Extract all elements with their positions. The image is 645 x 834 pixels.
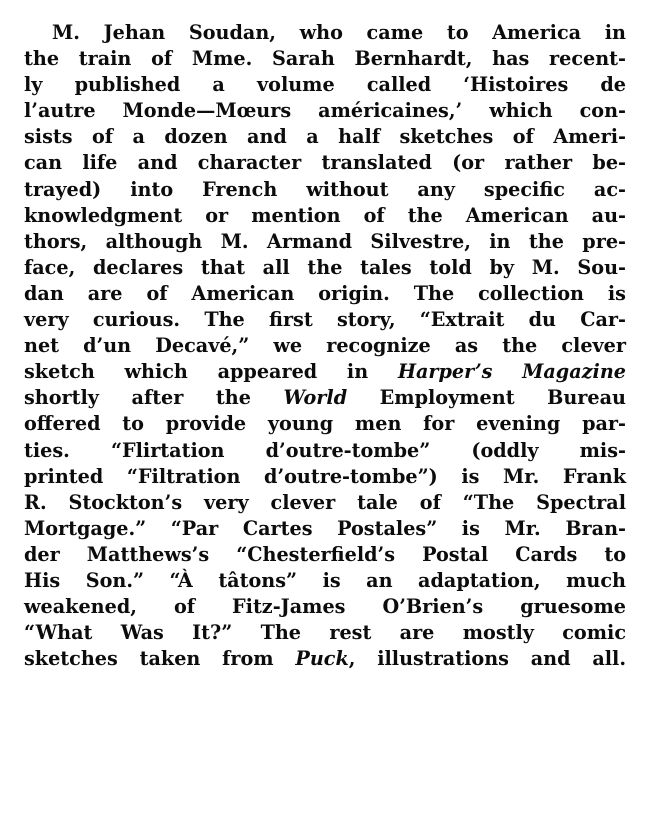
- text-line: [24, 542, 626, 568]
- text-run: “What Was It?” The rest are mostly comic: [24, 621, 626, 645]
- text-line: [24, 281, 626, 307]
- text-run: trayed) into French without any specific ac-: [24, 177, 626, 201]
- italic-title: World: [283, 386, 348, 410]
- text-line: [24, 307, 626, 333]
- text-line: [24, 255, 626, 281]
- text-run: thors, although M. Armand Silvestre, in the pre-: [24, 229, 626, 253]
- text-line: [24, 229, 626, 255]
- text-run: , illustrations and all.: [348, 647, 627, 671]
- text-run: very curious. The first story, “Extrait du Car-: [24, 308, 626, 332]
- text-run: sketches taken from: [24, 647, 296, 671]
- text-line: [24, 20, 626, 46]
- text-line: [24, 72, 626, 98]
- text-run: M. Jehan Soudan, who came to America in: [52, 21, 626, 44]
- italic-title: Puck: [295, 647, 349, 671]
- text-line: [24, 333, 626, 359]
- text-run: der Matthews’s “Chesterfield’s Postal Cards to: [24, 542, 626, 566]
- text-run: Mortgage.” “Par Cartes Postales” is Mr. Bran-: [24, 516, 626, 540]
- text-line: [24, 490, 626, 516]
- text-line: [24, 594, 626, 620]
- text-run: His Son.” “À tâtons” is an adaptation, much: [24, 568, 626, 592]
- text-run: l’autre Monde—Mœurs américaines,’ which con-: [24, 99, 626, 123]
- text-run: shortly after the: [24, 386, 284, 410]
- text-line: [24, 516, 626, 542]
- text-line: [24, 385, 626, 411]
- text-run: Employment Bureau: [347, 386, 626, 410]
- text-line: [24, 177, 626, 203]
- text-line: [24, 411, 626, 437]
- text-line: [24, 464, 626, 490]
- text-run: net d’un Decavé,” we recognize as the clever: [24, 334, 626, 358]
- text-run: weakened, of Fitz-James O’Brien’s gruesome: [24, 595, 626, 619]
- text-line: [24, 46, 626, 72]
- text-run: knowledgment or mention of the American au-: [24, 203, 626, 227]
- text-line: [24, 359, 626, 385]
- text-run: sketch which appeared in: [24, 360, 398, 384]
- text-run: printed “Filtration d’outre-tombe”) is Mr. Frank: [24, 464, 626, 488]
- text-run: can life and character translated (or rather be-: [24, 151, 626, 175]
- text-run: dan are of American origin. The collection is: [24, 281, 626, 305]
- text-run: face, declares that all the tales told by M. Sou-: [24, 255, 626, 279]
- text-run: sists of a dozen and a half sketches of Ameri-: [24, 125, 626, 149]
- text-line: [24, 646, 626, 672]
- article-paragraph: [24, 20, 626, 672]
- text-run: ly published a volume called ‘Histoires de: [24, 73, 626, 97]
- text-run: offered to provide young men for evening par-: [24, 412, 626, 436]
- italic-title: Harper’s Magazine: [397, 360, 626, 384]
- text-line: [24, 620, 626, 646]
- text-line: [24, 150, 626, 176]
- text-run: R. Stockton’s very clever tale of “The Spectral: [24, 490, 626, 514]
- text-line: [24, 203, 626, 229]
- text-run: the train of Mme. Sarah Bernhardt, has recent-: [24, 47, 626, 71]
- text-run: ties. “Flirtation d’outre-tombe” (oddly mis-: [24, 438, 626, 462]
- text-line: [24, 568, 626, 594]
- text-line: [24, 98, 626, 124]
- text-line: [24, 438, 626, 464]
- text-line: [24, 124, 626, 150]
